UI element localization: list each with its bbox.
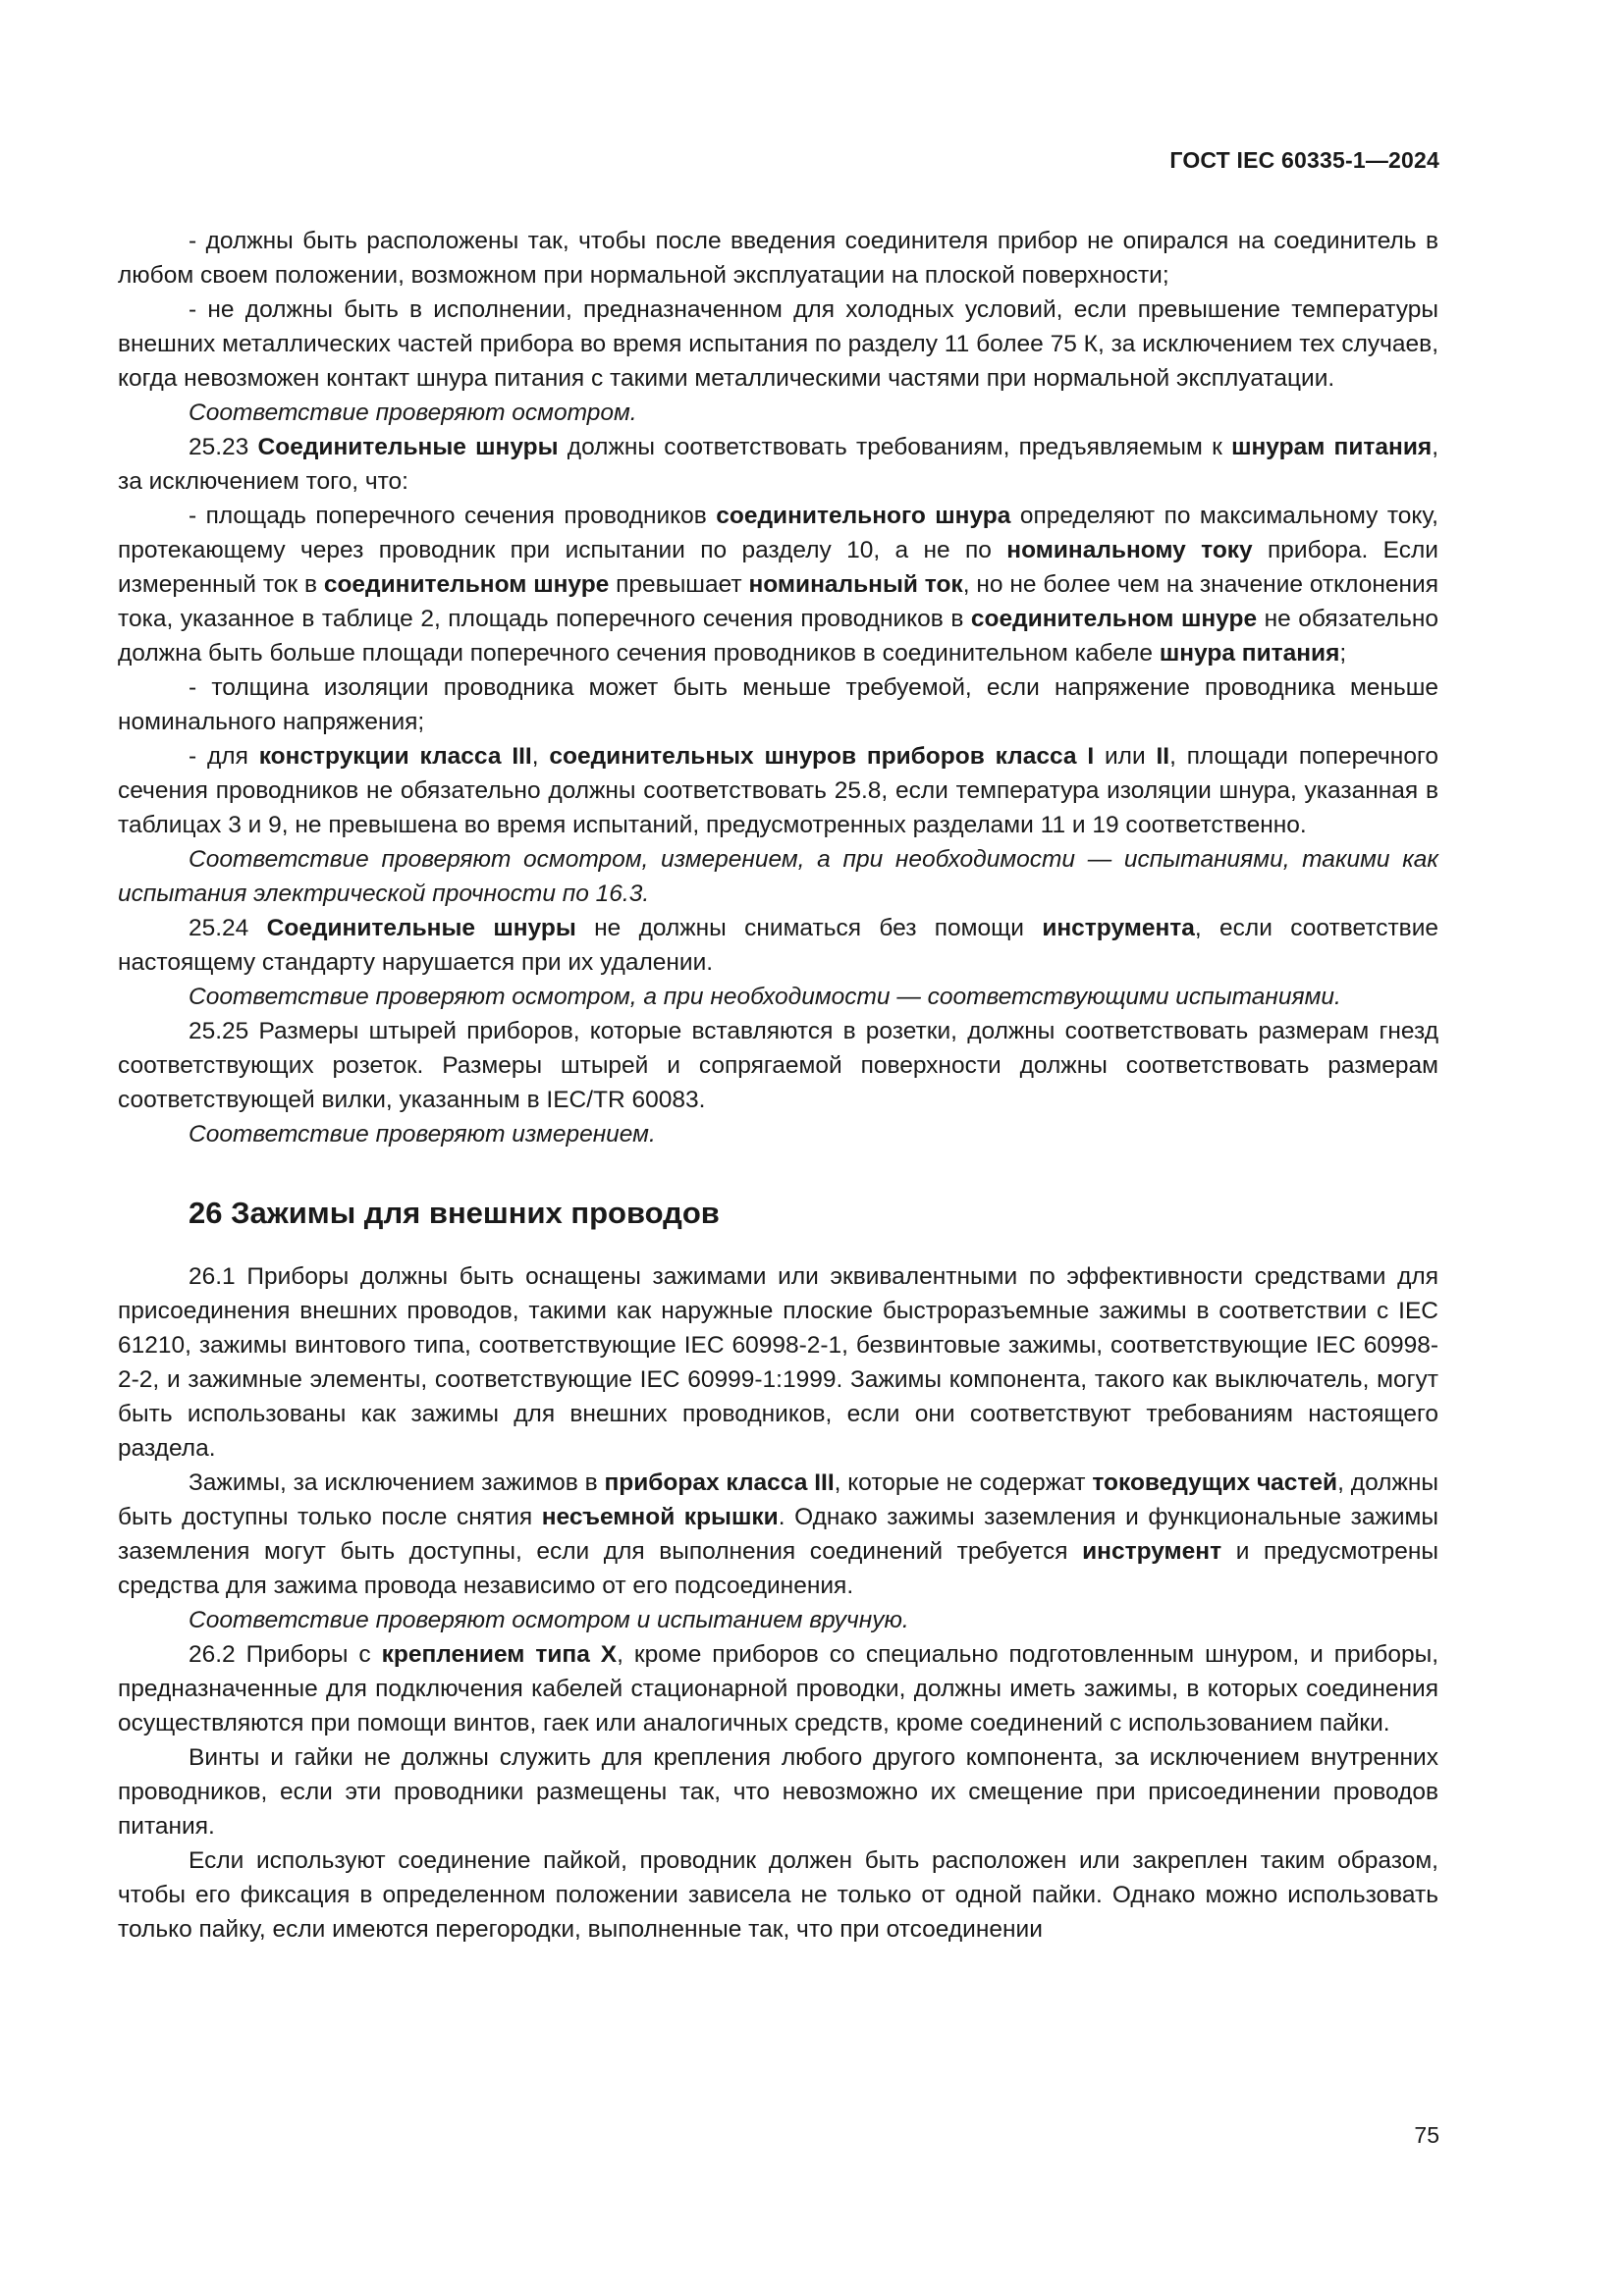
paragraph [118,1740,1438,1843]
text-run: и предусмотрены средства для зажима провода независимо от его подсоединения. [118,1538,1438,1599]
text-run: Винты и гайки не должны служить для крепления любого другого компонента, за исключением внутренних проводников, если эти проводники размещены так, что невозможно их смещение при присоединении проводов питания. [118,1744,1438,1840]
paragraph [118,739,1438,842]
text-run: 25.25 Размеры штырей приборов, которые вставляются в розетки, должны соответствовать размерам гнезд соответствующих розеток. Размеры штырей и сопрягаемой поверхности должны соответствовать размерам соответствующей вилки, указанным в IEC/TR 60083. [118,1018,1438,1113]
defined-term: соединительных шнуров приборов класса I [549,743,1095,770]
document-header: ГОСТ IEC 60335-1—2024 [1169,147,1439,173]
text-run: - для [189,743,259,770]
text-run: должны соответствовать требованиям, предъявляемым к [558,434,1232,460]
compliance-note [118,980,1438,1014]
compliance-note [118,396,1438,430]
defined-term: шнурам питания [1231,434,1433,460]
page-body [118,224,1438,1947]
page-number: 75 [1414,2122,1439,2148]
defined-term: Соединительные шнуры [257,434,559,460]
text-run: 25.23 [189,434,258,460]
text-run: - должны быть расположены так, чтобы после введения соединителя прибор не опирался на соединитель в любом своем положении, возможном при нормальной эксплуатации на плоской поверхности; [118,228,1438,289]
compliance-note [118,1117,1438,1151]
paragraph [118,499,1438,670]
text-run: Соответствие проверяют осмотром. [189,400,637,426]
text-run: Соответствие проверяют осмотром и испытанием вручную. [189,1607,909,1633]
text-run: 26.2 Приборы с [189,1641,382,1668]
clause-26-2 [118,1637,1438,1740]
text-run: , площади поперечного сечения проводников не обязательно должны соответствовать 25.8, если температура изоляции шнура, указанная в таблицах 3 и 9, не превышена во время испытаний, предусмотренных разделами 11 и 19 соответственно. [118,743,1438,838]
defined-term: шнура питания [1159,640,1340,667]
defined-term: приборах класса III [604,1469,835,1496]
text-run: , если соответствие настоящему стандарту нарушается при их удалении. [118,915,1439,976]
text-run: , кроме приборов со специально подготовленным шнуром, и приборы, предназначенные для подключения кабелей стационарной проводки, должны иметь зажимы, в которых соединения осуществляются при помощи винтов, гаек или аналогичных средств, кроме соединений с использованием пайки. [118,1641,1438,1736]
paragraph [118,224,1438,293]
clause-25-23 [118,430,1438,499]
text-run: Соответствие проверяют измерением. [189,1121,656,1148]
defined-term: соединительного шнура [716,503,1011,529]
text-run: 26.1 Приборы должны быть оснащены зажимами или эквивалентными по эффективности средствами для присоединения внешних проводов, такими как наружные плоские быстроразъемные зажимы в соответствии с IEC 61210, зажимы винтового типа, соответствующие IEC 60998-2-1, безвинтовые зажимы, соответствующие IEC 60998-2-2, и зажимные элементы, соответствующие IEC 60999-1:1999. Зажимы компонента, такого как выключатель, могут быть использованы как зажимы для внешних проводников, если они соответствуют требованиям настоящего раздела. [118,1263,1438,1462]
defined-term: соединительном шнуре [323,571,610,598]
text-run: 25.24 [189,915,267,941]
defined-term: креплением типа X [381,1641,618,1668]
text-run: не должны сниматься без помощи [575,915,1043,941]
clause-26-1 [118,1259,1438,1466]
text-run: определяют по максимальному току, протекающему через проводник при испытании по разделу 10, а не по [118,503,1438,563]
compliance-note [118,1603,1438,1637]
text-run: , которые не содержат [834,1469,1093,1496]
defined-term: Соединительные шнуры [266,915,576,941]
text-run: прибора. Если измеренный ток в [118,537,1438,598]
paragraph [118,1466,1438,1603]
defined-term: II [1156,743,1170,770]
text-run: Соответствие проверяют осмотром, измерением, а при необходимости — испытаниями, такими как испытания электрической прочности по 16.3. [118,846,1438,907]
text-run: Зажимы, за исключением зажимов в [189,1469,605,1496]
text-run: - не должны быть в исполнении, предназначенном для холодных условий, если превышение температуры внешних металлических частей прибора во время испытания по разделу 11 более 75 К, за исключением тех случаев, когда невозможен контакт шнура питания с такими металлическими частями при нормальной эксплуатации. [118,296,1438,392]
defined-term: соединительном шнуре [970,606,1258,632]
text-run: не обязательно должна быть больше площади поперечного сечения проводников в соединительном кабеле [118,606,1438,667]
defined-term: номинальному току [1006,537,1253,563]
compliance-note [118,842,1438,911]
clause-25-25 [118,1014,1438,1117]
paragraph [118,293,1438,396]
defined-term: несъемной крышки [541,1504,779,1530]
text-run: , но не более чем на значение отклонения тока, указанное в таблице 2, площадь поперечного сечения проводников в [118,571,1438,632]
defined-term: конструкции класса III [258,743,532,770]
defined-term: токоведущих частей [1092,1469,1338,1496]
paragraph [118,1843,1438,1947]
defined-term: инструмента [1042,915,1195,941]
text-run: - площадь поперечного сечения проводников [189,503,717,529]
text-run: , должны быть доступны только после снятия [118,1469,1438,1530]
text-run: ; [1339,640,1347,667]
defined-term: номинальный ток [748,571,963,598]
defined-term: инструмент [1082,1538,1222,1565]
text-run: Соответствие проверяют осмотром, а при необходимости — соответствующими испытаниями. [189,984,1341,1010]
text-run: . Однако зажимы заземления и функциональные зажимы заземления могут быть доступны, если для выполнения соединений требуется [118,1504,1439,1565]
text-run: - толщина изоляции проводника может быть меньше требуемой, если напряжение проводника меньше номинального напряжения; [118,674,1438,735]
text-run: , [531,743,550,770]
clause-25-24 [118,911,1438,980]
text-run: , за исключением того, что: [118,434,1438,495]
text-run: или [1094,743,1157,770]
section-heading: 26 Зажимы для внешних проводов [189,1196,720,1230]
paragraph [118,670,1438,739]
text-run: Если используют соединение пайкой, проводник должен быть расположен или закреплен таким образом, чтобы его фиксация в определенном положении зависела не только от одной пайки. Однако можно использовать только пайку, если имеются перегородки, выполненные так, что при отсоединении [118,1847,1438,1943]
text-run: превышает [609,571,749,598]
